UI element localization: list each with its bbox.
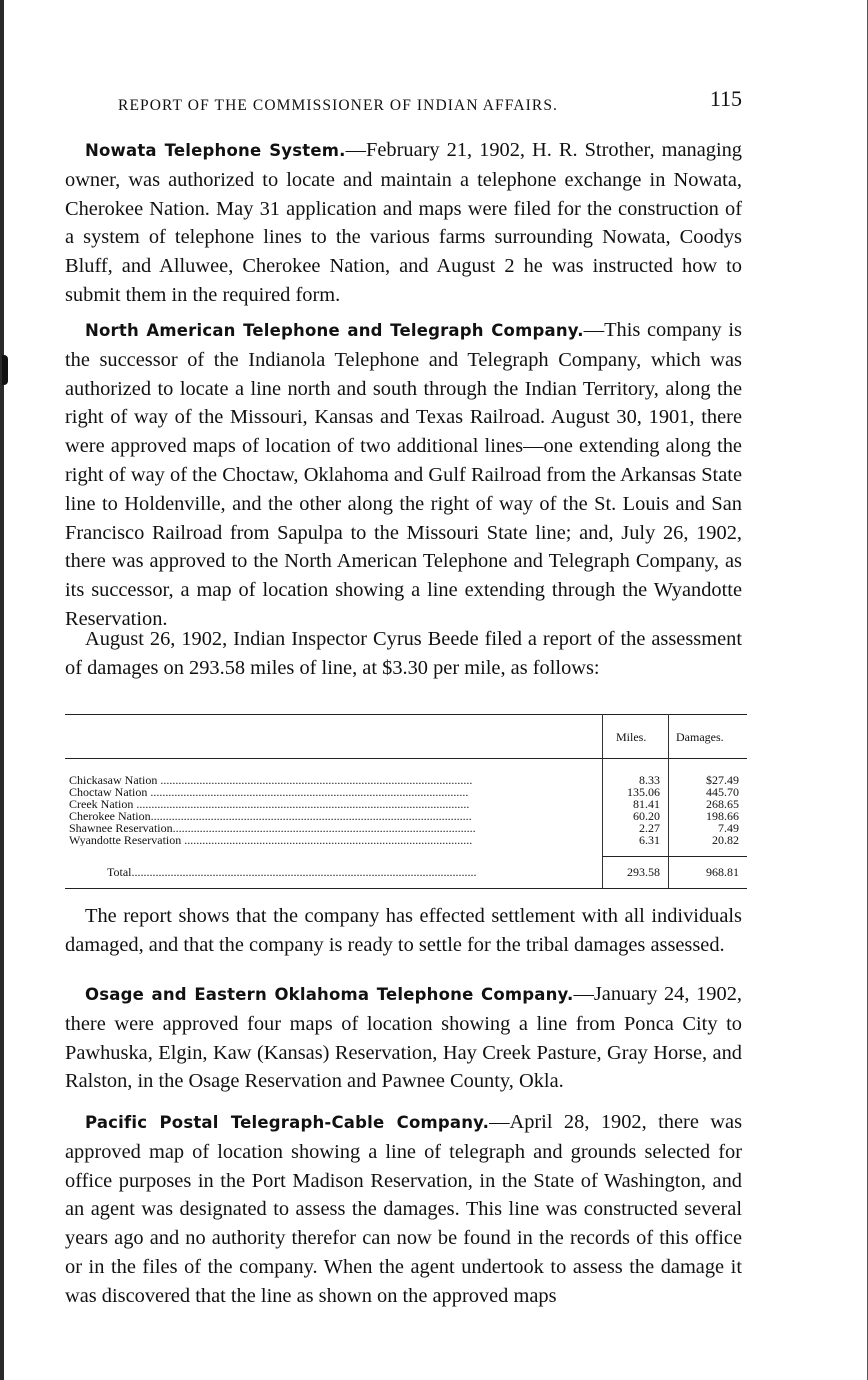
- table-header-rule: [65, 758, 747, 759]
- table-total-damages: 968.81: [706, 865, 739, 879]
- page-number: 115: [709, 86, 742, 111]
- paragraph-text: —February 21, 1902, H. R. Strother, managing owner, was authorized to locate and maintain a telephone exchange in Nowata, Cherokee Nation. May 31 application and maps were filed for the construction of a system of telephone lines to the various farms surrounding Nowata, Coodys Bluff, and Alluwee, Cherokee Nation, and August 2 he was instructed how to submit them in the required form.: [65, 139, 742, 306]
- table-cell-damages: 268.65: [706, 797, 739, 811]
- table-cell-damages: 20.82: [712, 833, 739, 847]
- margin-mark: [2, 355, 8, 385]
- table-cell-damages: 7.49: [718, 821, 739, 835]
- section-heading: Pacific Postal Telegraph-Cable Company.: [85, 1113, 490, 1132]
- table-row-label: Shawnee Reservation.....................................................................................................: [69, 822, 476, 834]
- section-heading: North American Telephone and Telegraph Company.: [85, 321, 584, 340]
- table-cell-damages: $27.49: [706, 773, 739, 787]
- table-cell-miles: 60.20: [633, 809, 660, 823]
- table-cell-miles: 6.31: [639, 833, 660, 847]
- table-cell-damages: 445.70: [706, 785, 739, 799]
- paragraph-text: August 26, 1902, Indian Inspector Cyrus Beede filed a report of the assessment of damages on 293.58 miles of line, at $3.30 per mile, as follows:: [65, 628, 742, 679]
- page-edge: [0, 0, 4, 1380]
- paragraph-text: —April 28, 1902, there was approved map of location showing a line of telegraph and grounds selected for office purposes in the Port Madison Reservation, in the State of Washington, and an agent was designated to assess the damages. This line was constructed several years ago and no authority therefor can now be found in the records of this office or in the files of the company. When the agent undertook to assess the damage it was discovered that the line as shown on the approved maps: [65, 1111, 742, 1307]
- paragraph-osage: [65, 980, 742, 1096]
- table-cell-miles: 2.27: [639, 821, 660, 835]
- paragraph-settlement: [65, 902, 742, 960]
- paragraph-text: The report shows that the company has effected settlement with all individuals damaged, and that the company is ready to settle for the tribal damages assessed.: [65, 905, 742, 956]
- section-heading: Nowata Telephone System.: [85, 141, 346, 160]
- paragraph-north-american: [65, 316, 742, 634]
- table-row-label: Creek Nation ...............................................................................................................: [69, 798, 470, 810]
- table-top-rule: [65, 714, 747, 715]
- running-header: [118, 86, 742, 120]
- header-title: REPORT OF THE COMMISSIONER OF INDIAN AFFAIRS.: [118, 97, 559, 114]
- table-cell-miles: 81.41: [633, 797, 660, 811]
- table-row-label: Cherokee Nation...........................................................................................................: [69, 810, 472, 822]
- paragraph-assessment: [65, 625, 742, 683]
- paragraph-text: —January 24, 1902, there were approved four maps of location showing a line from Ponca City to Pawhuska, Elgin, Kaw (Kansas) Reservation, Hay Creek Pasture, Gray Horse, and Ralston, in the Osage Reservation and Pawnee County, Okla.: [65, 983, 742, 1093]
- column-header-damages: Damages.: [676, 730, 724, 744]
- column-header-miles: Miles.: [616, 730, 647, 744]
- section-heading: Osage and Eastern Oklahoma Telephone Company.: [85, 985, 574, 1004]
- paragraph-text: —This company is the successor of the Indianola Telephone and Telegraph Company, which was authorized to locate a line north and south through the Indian Territory, along the right of way of the Missouri, Kansas and Texas Railroad. August 30, 1901, there were approved maps of location of two additional lines—one extending along the right of way of the Choctaw, Oklahoma and Gulf Railroad from the Arkansas State line to Holdenville, and the other along the right of way of the St. Louis and San Francisco Railroad from Sapulpa to the Missouri State line; and, July 26, 1902, there was approved to the North American Telephone and Telegraph Company, as its successor, a map of location showing a line extending through the Wyandotte Reservation.: [65, 319, 742, 630]
- table-sum-rule: [602, 856, 747, 857]
- table-row-label: Choctaw Nation ..........................................................................................................: [69, 786, 469, 798]
- table-total-miles: 293.58: [627, 865, 660, 879]
- table-bottom-rule: [65, 888, 747, 889]
- table-total-label: Total...................................................................................................................: [107, 866, 477, 878]
- paragraph-pacific-postal: [65, 1108, 742, 1311]
- table-row-label: Wyandotte Reservation ................................................................................................: [69, 834, 473, 846]
- table-cell-miles: 8.33: [639, 773, 660, 787]
- table-cell-miles: 135.06: [627, 785, 660, 799]
- table-cell-damages: 198.66: [706, 809, 739, 823]
- paragraph-nowata: [65, 136, 742, 310]
- table-row-label: Chickasaw Nation ........................................................................................................: [69, 774, 473, 786]
- damages-table: [65, 714, 747, 894]
